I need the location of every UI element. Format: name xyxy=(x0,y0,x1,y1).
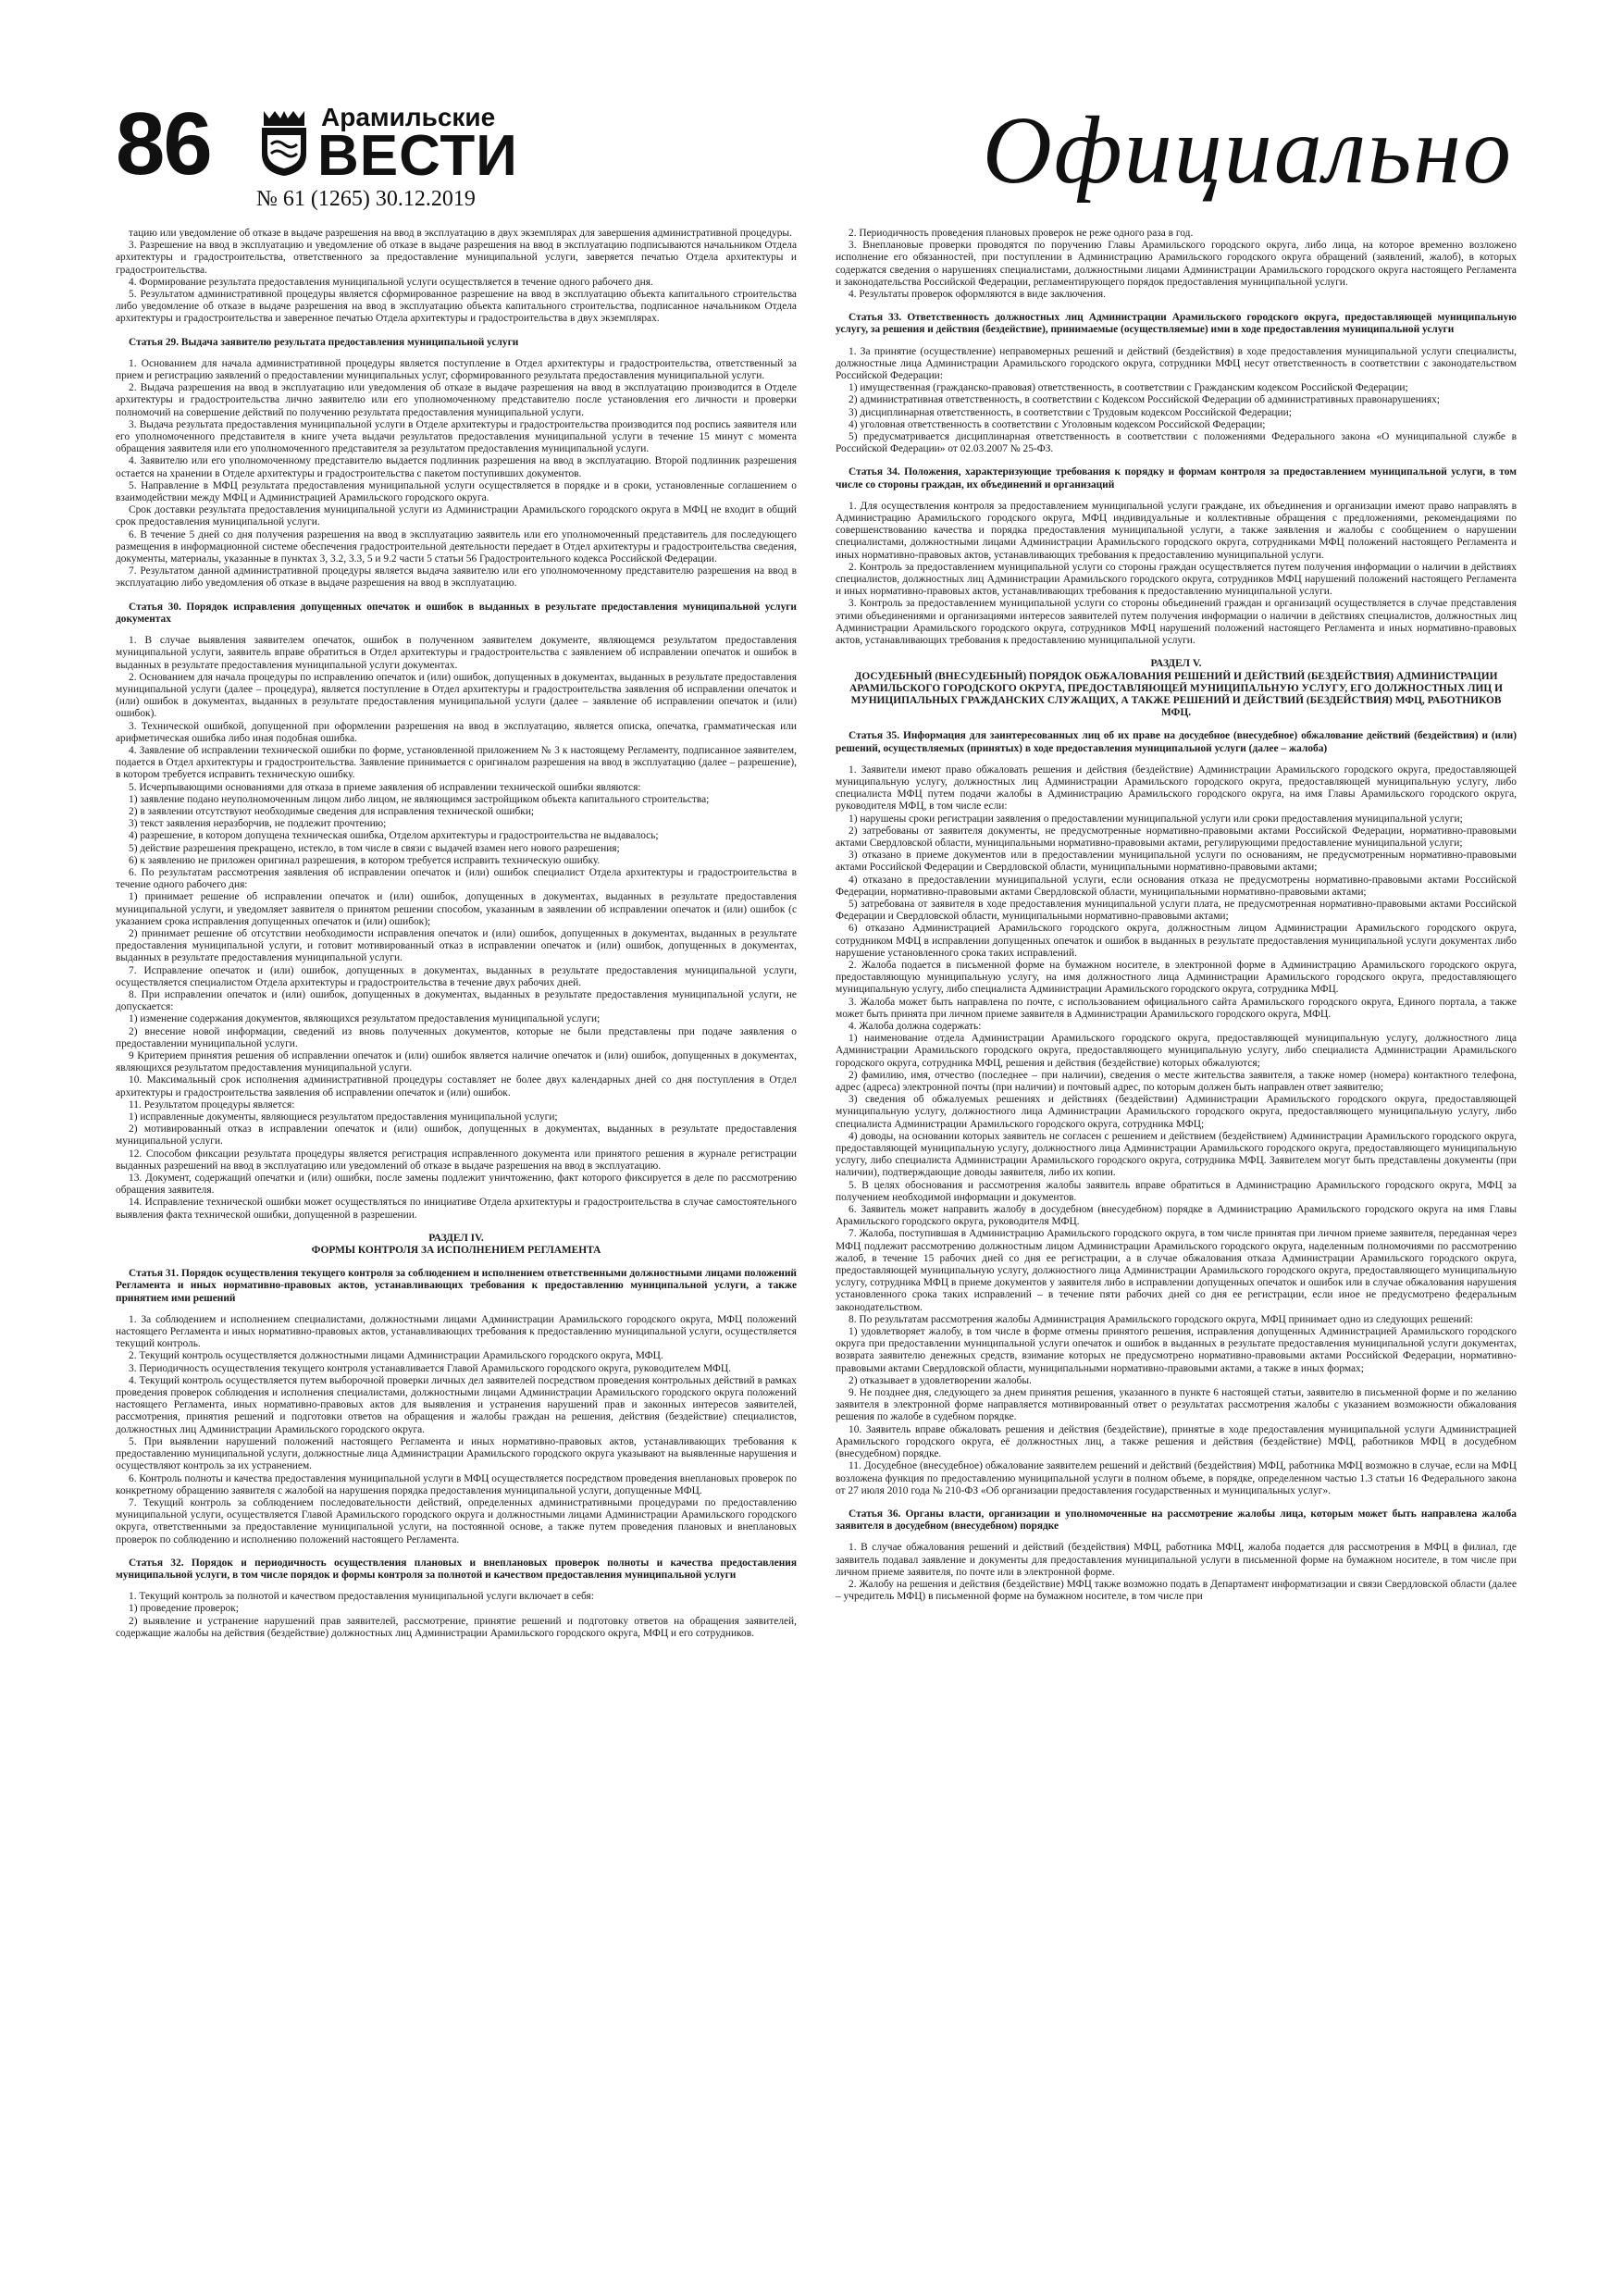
paragraph: 2) мотивированный отказ в исправлении опечаток и (или) ошибок, допущенных в документах, выданных в результате предоставления муниципальной услуги. xyxy=(116,1123,797,1148)
paragraph: 1) проведение проверок; xyxy=(129,1603,239,1615)
paragraph: 3) сведения об обжалуемых решениях и действиях (бездействии) Администрации Арамильского городского округа, предоставляющей муниципальную услугу, должностного лица Администрации Арамильского городского округа, предоставляющего муниципальную услугу, либо специалиста Администрации Арамильского городского округа, сотрудника МФЦ; xyxy=(836,1094,1517,1130)
paragraph: 4. Заявителю или его уполномоченному представителю выдается подлинник разрешения на ввод в эксплуатацию. Второй подлинник разрешения остается на хранении в Отделе архитектуры и градостроительства с пакетом поступивших документов. xyxy=(116,455,797,479)
paragraph: 3) дисциплинарная ответственность, в соответствии с Трудовым кодексом Российской Федерации; xyxy=(849,406,1292,418)
paragraph: 2) в заявлении отсутствуют необходимые сведения для исправления технической ошибки; xyxy=(129,805,535,817)
paragraph: 9 Критерием принятия решения об исправлении опечаток и (или) ошибок является наличие опечаток и (или) ошибок, допущенных в документах, являющихся результатом предоставления муниципальной услуги. xyxy=(116,1050,797,1074)
paragraph: 1) исправленные документы, являющиеся результатом предоставления муниципальной услуги; xyxy=(129,1111,558,1123)
paragraph: 6) к заявлению не приложен оригинал разрешения, в котором требуется исправить техническую ошибку. xyxy=(129,854,601,866)
section-heading: РАЗДЕЛ V. xyxy=(1150,658,1202,670)
paragraph: 5. В целях обоснования и рассмотрения жалобы заявитель вправе обратиться в Администрацию Арамильского городского округа, МФЦ за получением необходимой информации и документов. xyxy=(836,1179,1517,1203)
paragraph: 2. Основанием для начала процедуры по исправлению опечаток и (или) ошибок, допущенных в документах, выданных в результате предоставления муниципальной услуги (далее – процедура), является поступление в Отдел архитектуры и градостроительства заявления об исправлении опечаток и (или) ошибок в документах, выданных в результате предоставления муниципальной услуги (далее – заявление об исправлении опечаток и (или) ошибок). xyxy=(116,671,797,720)
paragraph: 7. Исправление опечаток и (или) ошибок, допущенных в документах, выданных в результате предоставления муниципальной услуги, осуществляется специалистом Отдела архитектуры и градостроительства в течение двух рабочих дней. xyxy=(116,964,797,988)
paragraph: 10. Заявитель вправе обжаловать решения и действия (бездействие), принятые в ходе предоставления муниципальной услуги Администрацией Арамильского городского округа, её должностных лиц, а также решения и действия (бездействие) МФЦ, работников МФЦ в досудебном (внесудебном) порядке. xyxy=(836,1423,1517,1460)
paragraph: 7. Жалоба, поступившая в Администрацию Арамильского городского округа, в том числе принятая при личном приеме заявителя, переданная через МФЦ подлежит рассмотрению должностным лицом Администрации Арамильского городского округа, наделенным полномочиями по рассмотрению жалоб, в течение 15 рабочих дней со дня ее регистрации, а в случае обжалования отказа Администрации Арамильского городского округа, предоставляющей муниципальную услугу, должностного лица Администрации Арамильского городского округа, предоставляющего муниципальную услугу, сотрудника МФЦ в приеме документов у заявителя либо в исправлении допущенных опечаток и ошибок или в случае обжалования нарушения установленного срока таких исправлений – в течение пяти рабочих дней со дня ее регистрации, если иное не предусмотрено федеральным законодательством. xyxy=(836,1228,1517,1313)
paragraph: 13. Документ, содержащий опечатки и (или) ошибки, после замены подлежит уничтожению, факт которого фиксируется в деле по рассмотрению обращения заявителя. xyxy=(116,1173,797,1197)
paragraph: 3. Жалоба может быть направлена по почте, с использованием официального сайта Арамильского городского округа, Единого портала, а также может быть принята при личном приеме заявителя в Администрации Арамильского городского округа, МФЦ. xyxy=(836,996,1517,1020)
paragraph: 1) заявление подано неуполномоченным лицом либо лицом, не являющимся застройщиком объекта капитального строительства; xyxy=(129,793,710,805)
paragraph: 3. Периодичность осуществления текущего контроля устанавливается Главой Арамильского городского округа, руководителем МФЦ. xyxy=(129,1362,731,1374)
paragraph: 1) нарушены сроки регистрации заявления о предоставлении муниципальной услуги или сроки предоставления муниципальной услуги; xyxy=(849,813,1463,825)
paragraph: 5. Результатом административной процедуры является сформированное разрешение на ввод в эксплуатацию объекта капитального строительства либо уведомление об отказе в выдаче разрешения на ввод в эксплуатацию объекта капитального строительства, подписанное начальником Отдела архитектуры и градостроительства и заверенное печатью Отдела архитектуры и градостроительства в двух экземплярах. xyxy=(116,289,797,325)
paragraph: 4) отказано в предоставлении муниципальной услуги, если основания отказа не предусмотрены нормативно-правовыми актами Российской Федерации, нормативно-правовыми актами Свердловской области, муниципальными нормативно-правовыми актами; xyxy=(836,874,1517,898)
paragraph: 3. Выдача результата предоставления муниципальной услуги в Отделе архитектуры и градостроительства производится под роспись заявителя или его уполномоченного представителя в книге учета выдачи результатов предоставления муниципальной услуги в течение 15 минут с момента обращения заявителя или его уполномоченного представителя за результатом предоставления муниципальной услуги. xyxy=(116,418,797,455)
section-heading-title: ДОСУДЕБНЫЙ (ВНЕСУДЕБНЫЙ) ПОРЯДОК ОБЖАЛОВАНИЯ РЕШЕНИЙ И ДЕЙСТВИЙ (БЕЗДЕЙСТВИЯ) АДМИНИСТРАЦИИ АРАМИЛЬСКОГО ГОРОДСКОГО ОКРУГА, ПРЕДОСТАВЛЯЮЩЕЙ МУНИЦИПАЛЬНУЮ УСЛУГУ, ЕГО ДОЛЖНОСТНЫХ ЛИЦ И МУНИЦИПАЛЬНЫХ ГРАЖДАНСКИХ СЛУЖАЩИХ, А ТАКЖЕ РЕШЕНИЙ И ДЕЙСТВИЙ (БЕЗДЕЙСТВИЯ) МФЦ, РАБОТНИКОВ МФЦ. xyxy=(849,670,1503,719)
brand-name-main: ВЕСТИ xyxy=(317,124,518,188)
paragraph: 2) принимает решение об отсутствии необходимости исправления опечаток и (или) ошибок, допущенных в документах, выданных в результате предоставления муниципальной услуги, и готовит мотивированный отказ в исправлении опечаток и (или) ошибок, допущенных в документах, выданных в результате предоставления муниципальной услуги. xyxy=(116,927,797,964)
paragraph: 5) предусматривается дисциплинарная ответственность в соответствии с положениями Федерального закона «О муниципальной службе в Российской Федерации» от 02.03.2007 № 25-ФЗ. xyxy=(836,431,1517,455)
paragraph: 3. Разрешение на ввод в эксплуатацию и уведомление об отказе в выдаче разрешения на ввод в эксплуатацию подписываются начальником Отдела архитектуры и градостроительства, ответственного за предоставление муниципальной услуги, заверяется печатью Отдела архитектуры и градостроительства. xyxy=(116,240,797,276)
paragraph: 6) отказано Администрацией Арамильского городского округа, должностным лицом Администрации Арамильского городского округа, сотрудником МФЦ в исправлении допущенных опечаток и ошибок в выданных в результате предоставления муниципальной услуги документах либо нарушение установленного срока таких исправлений. xyxy=(836,923,1517,959)
paragraph: 2. Текущий контроль осуществляется должностными лицами Администрации Арамильского городского округа, МФЦ. xyxy=(129,1350,663,1362)
section-heading: РАЗДЕЛ IV. xyxy=(428,1232,484,1244)
paragraph: 1. Текущий контроль за полнотой и качеством предоставления муниципальной услуги включает в себя: xyxy=(129,1591,594,1603)
section-title: Официально xyxy=(982,97,1513,204)
paragraph: 3. Внеплановые проверки проводятся по поручению Главы Арамильского городского округа, либо лица, на которое временно возложено исполнение его обязанностей, при поступлении в Администрацию Арамильского городского округа обращений (заявлений, жалоб), в которых содержатся сведения о нарушениях специалистами, должностными лицами Администрации Арамильского городского округа настоящего Регламента и законодательства Российской Федерации, регламентирующего порядок предоставления муниципальной услуги. xyxy=(836,240,1517,288)
paragraph: 5. Направление в МФЦ результата предоставления муниципальной услуги осуществляется в порядке и в сроки, установленные соглашением о взаимодействии между МФЦ и Администрацией Арамильского городского округа. xyxy=(116,479,797,504)
paragraph: 1. В случае обжалования решений и действий (бездействия) МФЦ, работника МФЦ, жалоба подается для рассмотрения в МФЦ в филиал, где заявитель подавал заявление и документы для предоставления муниципальной услуги в письменной форме на бумажном носителе, в том числе при личном приеме заявителя, по почте или в электронной форме. xyxy=(836,1542,1517,1578)
article-heading: Статья 31. Порядок осуществления текущего контроля за соблюдением и исполнением ответственными должностными лицами положений Регламента и иных нормативно-правовых актов, устанавливающих требования к предоставлению муниципальной услуги, а также принятием ими решений xyxy=(116,1268,797,1304)
paragraph: 1) удовлетворяет жалобу, в том числе в форме отмены принятого решения, исправления допущенных Администрацией Арамильского городского округа при предоставлении муниципальной услуги опечаток и ошибок в выданных в результате предоставления муниципальной услуги документах, возврата заявителю денежных средств, взимание которых не предусмотрено нормативно-правовыми актами Российской Федерации, нормативно-правовыми актами Свердловской области, муниципальными нормативно-правовыми актами, а также в иных формах; xyxy=(836,1326,1517,1374)
article-heading: Статья 30. Порядок исправления допущенных опечаток и ошибок в выданных в результате предоставления муниципальной услуги документах xyxy=(116,601,797,625)
paragraph: 5. При выявлении нарушений положений настоящего Регламента и иных нормативно-правовых актов, устанавливающих требования к предоставлению муниципальной услуги, должностные лица Администрации Арамильского городского округа указывают на выявленные нарушения и осуществляют контроль за их устранением. xyxy=(116,1435,797,1472)
paragraph: 1. Основанием для начала административной процедуры является поступление в Отдел архитектуры и градостроительства, ответственный за прием и регистрацию заявлений о предоставлении муниципальных услуг, сформированного результата предоставления муниципальной услуги. xyxy=(116,357,797,382)
paragraph: 6. Контроль полноты и качества предоставления муниципальной услуги в МФЦ осуществляется посредством проведения внеплановых проверок по конкретному обращению заявителя с жалобой на нарушения порядка предоставления муниципальной услуги, допущенные МФЦ. xyxy=(116,1472,797,1496)
paragraph: 4) уголовная ответственность в соответствии с Уголовным кодексом Российской Федерации; xyxy=(849,418,1266,430)
paragraph: 14. Исправление технической ошибки может осуществляться по инициативе Отдела архитектуры и градостроительства в случае самостоятельного выявления факта технической ошибки, допущенной в разрешении. xyxy=(116,1197,797,1221)
paragraph: 4. Жалоба должна содержать: xyxy=(849,1020,982,1032)
paragraph: 1. В случае выявления заявителем опечаток, ошибок в полученном заявителем документе, являющемся результатом предоставления муниципальной услуги, заявитель вправе обратиться в Отдел архитектуры и градостроительства с заявлением об исправлении опечаток и ошибок в выданных в результате предоставления муниципальной услуги документах. xyxy=(116,635,797,671)
paragraph: 5) затребована от заявителя в ходе предоставления муниципальной услуги плата, не предусмотренная нормативно-правовыми актами Российской Федерации и Свердловской области, муниципальными нормативно-правовыми актами; xyxy=(836,898,1517,923)
paragraph: 3) отказано в приеме документов или в предоставлении муниципальной услуги по основаниям, не предусмотренным нормативно-правовыми актами Российской Федерации и Свердловской области, муниципальными нормативно-правовыми актами; xyxy=(836,850,1517,874)
article-heading: Статья 36. Органы власти, организации и уполномоченные на рассмотрение жалобы лица, которым может быть направлена жалоба заявителя в досудебном (внесудебном) порядке xyxy=(836,1508,1517,1533)
paragraph: 2) внесение новой информации, сведений из вновь полученных документов, которые не были представлены при подаче заявления о предоставлении муниципальной услуги. xyxy=(116,1025,797,1049)
paragraph: 8. По результатам рассмотрения жалобы Администрация Арамильского городского округа, МФЦ принимает одно из следующих решений: xyxy=(849,1313,1474,1325)
paragraph: 2. Жалоба подается в письменной форме на бумажном носителе, в электронной форме в Администрацию Арамильского городского округа, предоставляющую муниципальную услугу, на имя должностного лица Администрации Арамильского городского округа, предоставляющего муниципальную услугу, либо специалиста Администрации Арамильского городского округа, сотрудника МФЦ. xyxy=(836,959,1517,996)
paragraph: 3. Технической ошибкой, допущенной при оформлении разрешения на ввод в эксплуатацию, является описка, опечатка, грамматическая или арифметическая ошибка либо иная подобная ошибка. xyxy=(116,720,797,744)
paragraph: тацию или уведомление об отказе в выдаче разрешения на ввод в эксплуатацию в двух экземплярах для завершения административной процедуры. xyxy=(129,228,792,239)
paragraph: Срок доставки результата предоставления муниципальной услуги из Администрации Арамильского городского округа в МФЦ не входит в общий срок предоставления муниципальной услуги. xyxy=(116,504,797,528)
paragraph: 2. Выдача разрешения на ввод в эксплуатацию или уведомления об отказе в выдаче разрешения на ввод в эксплуатацию производится в Отделе архитектуры и градостроительства лично заявителю или его уполномоченному представителю после установления его личности и проверки полномочий на совершение действий по получению результата предоставления муниципальной услуги. xyxy=(116,382,797,418)
paragraph: 1) принимает решение об исправлении опечаток и (или) ошибок, допущенных в документах, выданных в результате предоставления муниципальной услуги, и уведомляет заявителя о принятом решении способом, указанным в заявлении об исправлении опечаток и (или) ошибок (с указанием срока исправления допущенных опечаток и (или) ошибок); xyxy=(116,891,797,927)
paragraph: 1) имущественная (гражданско-правовая) ответственность, в соответствии с Гражданским кодексом Российской Федерации; xyxy=(849,382,1408,394)
paragraph: 2) отказывает в удовлетворении жалобы. xyxy=(849,1374,1032,1386)
paragraph: 1) изменение содержания документов, являющихся результатом предоставления муниципальной услуги; xyxy=(129,1013,601,1025)
paragraph: 1) наименование отдела Администрации Арамильского городского округа, предоставляющей муниципальную услугу, должностного лица Администрации Арамильского городского округа, предоставляющего муниципальную услугу, либо специалиста Администрации Арамильского городского округа, сотрудника МФЦ, решения и действия (бездействие) которых обжалуются; xyxy=(836,1033,1517,1069)
brand-name-top: Арамильские xyxy=(321,103,496,131)
paragraph: 4. Результаты проверок оформляются в виде заключения. xyxy=(849,289,1107,301)
article-heading: Статья 35. Информация для заинтересованных лиц об их праве на досудебное (внесудебное) обжалование действий (бездействия) и (или) решений, осуществляемых (принятых) в ходе предоставления муниципальной услуги (далее – жалоба) xyxy=(836,730,1517,754)
paragraph: 10. Максимальный срок исполнения административной процедуры составляет не более двух календарных дней со дня поступления в Отдел архитектуры и градостроительства заявления об исправлении опечаток и (или) ошибок. xyxy=(116,1074,797,1098)
section-heading-title: ФОРМЫ КОНТРОЛЯ ЗА ИСПОЛНЕНИЕМ РЕГЛАМЕНТА xyxy=(311,1245,601,1257)
paragraph: 4) разрешение, в котором допущена техническая ошибка, Отделом архитектуры и градостроительства не выдавалось; xyxy=(129,830,659,842)
paragraph: 5. Исчерпывающими основаниями для отказа в приеме заявления об исправлении технической ошибки являются: xyxy=(129,781,641,793)
masthead xyxy=(116,94,1513,220)
paragraph: 11. Досудебное (внесудебное) обжалование заявителем решений и действий (бездействия) МФЦ, работника МФЦ возможно в случае, если на МФЦ возложена функция по предоставлению муниципальной услуги в полном объеме, в порядке, определенном частью 1.3 статьи 16 Федерального закона от 27 июля 2010 года № 210-ФЗ «Об организации предоставления государственных и муниципальных услуг». xyxy=(836,1460,1517,1496)
paragraph: 11. Результатом процедуры является: xyxy=(129,1098,295,1111)
paragraph: 4. Текущий контроль осуществляется путем выборочной проверки личных дел заявителей посредством проведения контрольных действий в рамках проведения проверок соблюдения и исполнения специалистами, должностными лицами Администрации Арамильского городского округа положений настоящего Регламента, иных нормативно-правовых актов для выявления и устранения нарушений прав и законных интересов заявителей, рассмотрения, принятия решений и подготовки ответов на обращения и жалобы граждан на решения, действия (бездействие) специалистов, должностных лиц Администрации Арамильского городского округа. xyxy=(116,1374,797,1435)
paragraph: 2) выявление и устранение нарушений прав заявителей, рассмотрение, принятие решений и подготовку ответов на обращения заявителей, содержащие жалобы на действия (бездействие) должностных лиц Администрации Арамильского городского округа, МФЦ и его сотрудников. xyxy=(116,1615,797,1639)
coat-of-arms-logo xyxy=(256,107,312,178)
paragraph: 1. За соблюдением и исполнением специалистами, должностными лицами Администрации Арамильского городского округа, МФЦ положений настоящего Регламента и иных нормативно-правовых актов, устанавливающих требования к предоставлению муниципальной услуги, осуществляется текущий контроль. xyxy=(116,1313,797,1350)
page-number: 86 xyxy=(116,94,211,193)
paragraph: 8. При исправлении опечаток и (или) ошибок, допущенных в документах, выданных в результате предоставления муниципальной услуги, не допускается: xyxy=(116,988,797,1013)
paragraph: 3) текст заявления неразборчив, не подлежит прочтению; xyxy=(129,818,387,830)
paragraph: 6. Заявитель может направить жалобу в досудебном (внесудебном) порядке в Администрацию Арамильского городского округа на имя Главы Арамильского городского округа, руководителя МФЦ. xyxy=(836,1204,1517,1228)
right-column xyxy=(836,228,1517,2264)
paragraph: 2. Контроль за предоставлением муниципальной услуги со стороны граждан осуществляется путем получения информации о наличии в действиях специалистов, должностных лиц Администрации Арамильского городского округа, сотрудников МФЦ нарушений положений настоящего Регламента и иных нормативно-правовых актов, устанавливающих требования к предоставлению муниципальной услуги. xyxy=(836,561,1517,598)
paragraph: 6. По результатам рассмотрения заявления об исправлении опечаток и (или) ошибок специалист Отдела архитектуры и градостроительства в течение одного рабочего дня: xyxy=(116,866,797,891)
paragraph: 3. Контроль за предоставлением муниципальной услуги со стороны объединений граждан и организаций осуществляется в случае представления этими объединениями и организациями интересов заявителей путем получения информации о наличии в действиях специалистов, должностных лиц Администрации Арамильского городского округа, сотрудников МФЦ нарушений положений настоящего Регламента и иных нормативно-правовых актов, устанавливающих требования к предоставлению муниципальной услуги. xyxy=(836,598,1517,647)
paragraph: 2. Периодичность проведения плановых проверок не реже одного раза в год. xyxy=(849,228,1194,239)
paragraph: 12. Способом фиксации результата процедуры является регистрация исправленного документа или принятого решения в журнале регистрации выданных разрешений на ввод в эксплуатацию или уведомлений об отказе в выдаче разрешения на ввод в эксплуатацию. xyxy=(116,1148,797,1172)
paragraph: 1. Заявители имеют право обжаловать решения и действия (бездействие) Администрации Арамильского городского округа, предоставляющей муниципальную услугу, должностных лиц Администрации Арамильского городского округа, предоставляющей муниципальную услугу, либо специалиста МФЦ путем подачи жалобы в Администрацию Арамильского городского округа, на имя Главы Арамильского городского округа, руководителя МФЦ, в том числе если: xyxy=(836,763,1517,813)
paragraph: 1. За принятие (осуществление) неправомерных решений и действий (бездействия) в ходе предоставления муниципальной услуги специалисты, должностные лица Администрации Арамильского городского округа, сотрудники МФЦ несут ответственность в соответствии с законодательством Российской Федерации: xyxy=(836,345,1517,382)
paragraph: 7. Текущий контроль за соблюдением последовательности действий, определенных административными процедурами по предоставлению муниципальной услуги, осуществляется Главой Арамильского городского округа и должностными лицами Администрации Арамильского городского округа, ответственными за предоставление муниципальной услуги, на постоянной основе, а также путем проведения плановых и внеплановых проверок по соблюдению и исполнению положений настоящего Регламента. xyxy=(116,1496,797,1545)
article-heading: Статья 33. Ответственность должностных лиц Администрации Арамильского городского округа, предоставляющей муниципальную услугу, за решения и действия (бездействие), принимаемые (осуществляемые) ими в ходе предоставления муниципальной услуги xyxy=(836,312,1517,336)
paragraph: 2) фамилию, имя, отчество (последнее – при наличии), сведения о месте жительства заявителя, а также номер (номера) контактного телефона, адрес (адреса) электронной почты (при наличии) и почтовый адрес, по которым должен быть направлен ответ заявителю; xyxy=(836,1069,1517,1093)
paragraph: 1. Для осуществления контроля за предоставлением муниципальной услуги граждане, их объединения и организации имеют право направлять в Администрацию Арамильского городского округа, МФЦ индивидуальные и коллективные обращения с предложениями, рекомендациями по совершенствованию качества и порядка предоставления муниципальной услуги, а также заявления и жалобы с сообщением о нарушении специалистами, должностными лицами Администрации Арамильского городского округа, сотрудниками МФЦ положений настоящего Регламента и иных нормативно-правовых актов, устанавливающих требования к предоставлению муниципальной услуги. xyxy=(836,500,1517,561)
article-body xyxy=(116,228,1517,2264)
article-heading: Статья 34. Положения, характеризующие требования к порядку и формам контроля за предоставлением муниципальной услуги, в том числе со стороны граждан, их объединений и организаций xyxy=(836,466,1517,490)
issue-number-date: № 61 (1265) 30.12.2019 xyxy=(256,187,476,211)
left-column xyxy=(116,228,797,2264)
paragraph: 6. В течение 5 дней со дня получения разрешения на ввод в эксплуатацию заявитель или его уполномоченный представитель для последующего размещения в информационной системе обеспечения градостроительной деятельности передает в Отдел архитектуры и градостроительства сведения, документы, материалы, указанные в пунктах 3, 3.2, 3.3, 5 и 9.2 части 5 статьи 56 Градостроительного кодекса Российской Федерации. xyxy=(116,528,797,565)
paragraph: 2) затребованы от заявителя документы, не предусмотренные нормативно-правовыми актами Российской Федерации, нормативно-правовыми актами Свердловской области, муниципальными нормативно-правовыми актами, регулирующими предоставление муниципальной услуги; xyxy=(836,825,1517,849)
paragraph: 9. Не позднее дня, следующего за днем принятия решения, указанного в пункте 6 настоящей статьи, заявителю в письменной форме и по желанию заявителя в электронной форме направляется мотивированный ответ о результатах рассмотрения жалобы с указанием возможности обжалования решения по жалобе в судебном порядке. xyxy=(836,1387,1517,1423)
paragraph: 5) действие разрешения прекращено, истекло, в том числе в связи с выдачей взамен него нового разрешения; xyxy=(129,842,620,854)
paragraph: 4) доводы, на основании которых заявитель не согласен с решением и действием (бездействием) Администрации Арамильского городского округа, предоставляющей муниципальную услугу, должностного лица Администрации Арамильского городского округа, предоставляющего муниципальную услугу, либо специалиста Администрации Арамильского городского округа, сотрудника МФЦ. Заявителем могут быть представлены документы (при наличии), подтверждающие доводы заявителя, либо их копии. xyxy=(836,1130,1517,1179)
paragraph: 2. Жалобу на решения и действия (бездействие) МФЦ также возможно подать в Департамент информатизации и связи Свердловской области (далее – учредитель МФЦ) в письменной форме на бумажном носителе, в том числе при xyxy=(836,1578,1517,1603)
article-heading: Статья 32. Порядок и периодичность осуществления плановых и внеплановых проверок полноты и качества предоставления муниципальной услуги, в том числе порядок и формы контроля за полнотой и качеством предоставления муниципальной услуги xyxy=(116,1557,797,1581)
paragraph: 4. Заявление об исправлении технической ошибки по форме, установленной приложением № 3 к настоящему Регламенту, подписанное заявителем, подается в Отдел архитектуры и градостроительства. Заявление принимается с оригиналом разрешения на ввод в эксплуатацию (далее – разрешение), в котором требуется исправить техническую ошибку. xyxy=(116,744,797,781)
paragraph: 4. Формирование результата предоставления муниципальной услуги осуществляется в течение одного рабочего дня. xyxy=(129,276,653,288)
paragraph: 7. Результатом данной административной процедуры является выдача заявителю или его уполномоченному представителю разрешения на ввод в эксплуатацию либо уведомления об отказе в выдаче разрешения на ввод в эксплуатацию. xyxy=(116,565,797,590)
paragraph: 2) административная ответственность, в соответствии с Кодексом Российской Федерации об административных правонарушениях; xyxy=(849,394,1440,406)
article-heading: Статья 29. Выдача заявителю результата предоставления муниципальной услуги xyxy=(129,336,519,348)
